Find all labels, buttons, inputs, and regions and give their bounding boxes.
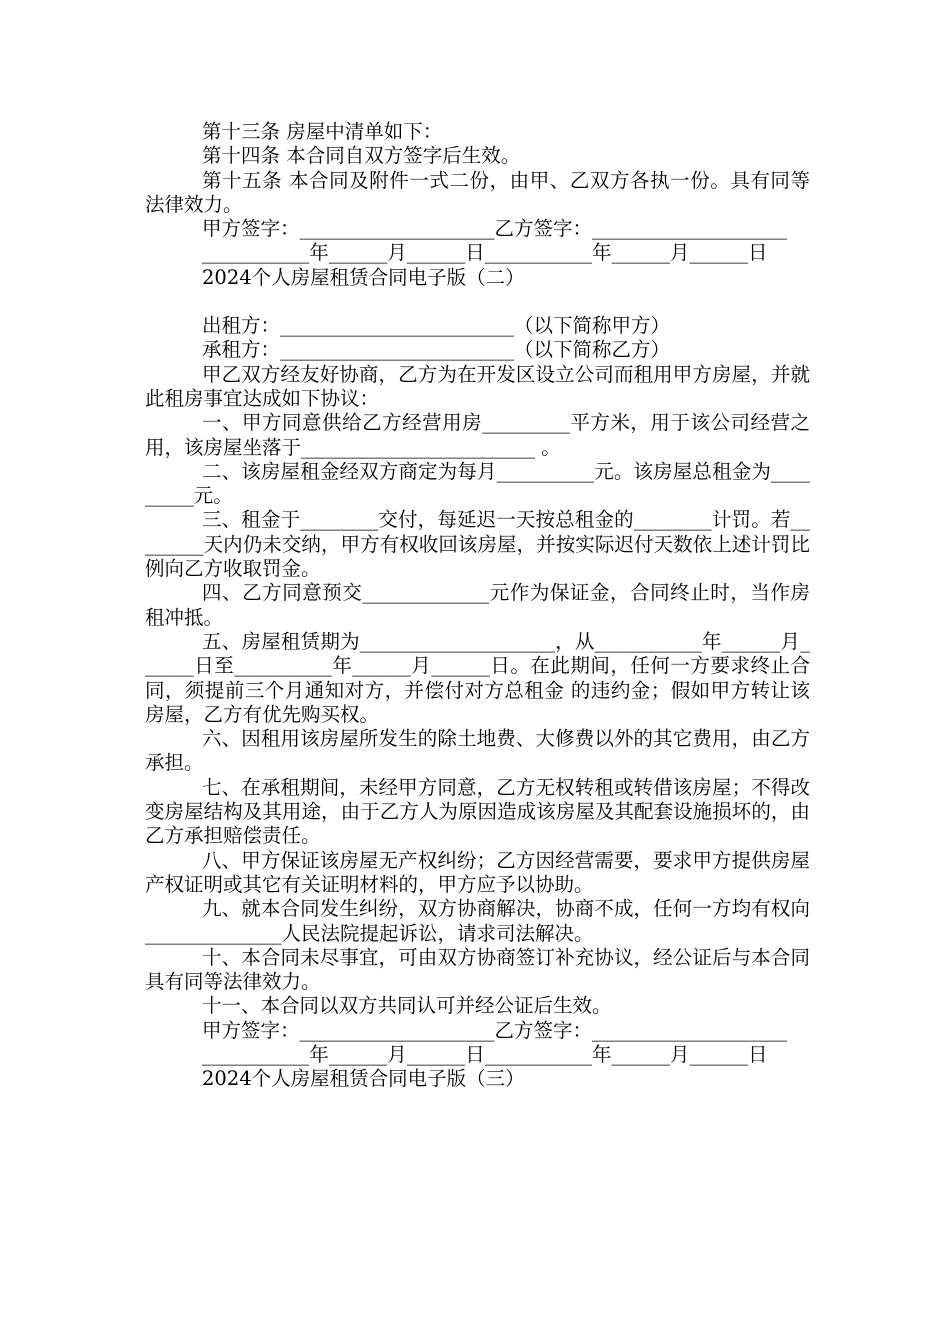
- article-13: 第十三条 房屋中清单如下：: [202, 120, 443, 143]
- clause-11: 十一、本合同以双方共同认可并经公证后生效。: [202, 994, 612, 1018]
- signature-line-2: 甲方签字：____________________乙方签字：____________________: [202, 1018, 788, 1042]
- section-title-2: 2024个人房屋租赁合同电子版（二）: [202, 265, 525, 289]
- section-title-3: 2024个人房屋租赁合同电子版（三）: [202, 1067, 525, 1091]
- clause-7: 七、在承租期间，未经甲方同意，乙方无权转租或转借该房屋；不得改变房屋结构及其用途，由于乙方人为原因造成该房屋及其配套设施损坏的，由乙方承担赔偿责任。: [145, 775, 810, 848]
- document-page: [145, 120, 810, 1092]
- clause-1: 一、甲方同意供给乙方经营用房_________平方米，用于该公司经营之用，该房屋坐落于________________________ 。: [145, 411, 810, 459]
- clause-2: 二、该房屋租金经双方商定为每月__________元。该房屋总租金为_________元。: [145, 459, 810, 508]
- article-15: 第十五条 本合同及附件一式二份，由甲、乙双方各执一份。具有同等法律效力。: [145, 168, 810, 216]
- date-line-2: ___________年______月______日___________年______月______日: [202, 1042, 768, 1066]
- article-14: 第十四条 本合同自双方签字后生效。: [202, 144, 521, 168]
- clause-6: 六、因租用该房屋所发生的除土地费、大修费以外的其它费用，由乙方承担。: [145, 727, 810, 775]
- date-line-1: ___________年______月______日___________年______月______日: [202, 241, 768, 265]
- intro-paragraph: 甲乙双方经友好协商，乙方为在开发区设立公司而租用甲方房屋，并就此租房事宜达成如下协议：: [145, 362, 810, 410]
- blank-line: [145, 290, 810, 314]
- clause-10: 十、本合同未尽事宜，可由双方协商签订补充协议，经公证后与本合同具有同等法律效力。: [145, 945, 810, 994]
- lessor-line: 出租方：________________________（以下简称甲方）: [202, 314, 671, 338]
- clause-3: 三、租金于________交付，每延迟一天按总租金的________计罚。若________天内仍未交纳，甲方有权收回该房屋，并按实际迟付天数依上述计罚比例向乙方收取罚金。: [145, 508, 810, 581]
- clause-9: 九、就本合同发生纠纷，双方协商解决，协商不成，任何一方均有权向______________人民法院提起诉讼，请求司法解决。: [145, 897, 810, 945]
- clause-4: 四、乙方同意预交_____________元作为保证金，合同终止时，当作房租冲抵。: [145, 581, 810, 629]
- signature-line-1: 甲方签字：____________________乙方签字：____________________: [202, 217, 788, 241]
- lessee-line: 承租方：________________________（以下简称乙方）: [202, 338, 671, 362]
- clause-8: 八、甲方保证该房屋无产权纠纷；乙方因经营需要，要求甲方提供房屋产权证明或其它有关证明材料的，甲方应予以协助。: [145, 848, 810, 896]
- clause-5: 五、房屋租赁期为____________________，从___________年______月______日至__________年______月______日。在此期间，任何一方要求终止合同，须提前三个月通知对方，并偿付对方总租金 的违约金；假如甲方转让该房屋，乙方有优先购买权。: [145, 629, 810, 726]
